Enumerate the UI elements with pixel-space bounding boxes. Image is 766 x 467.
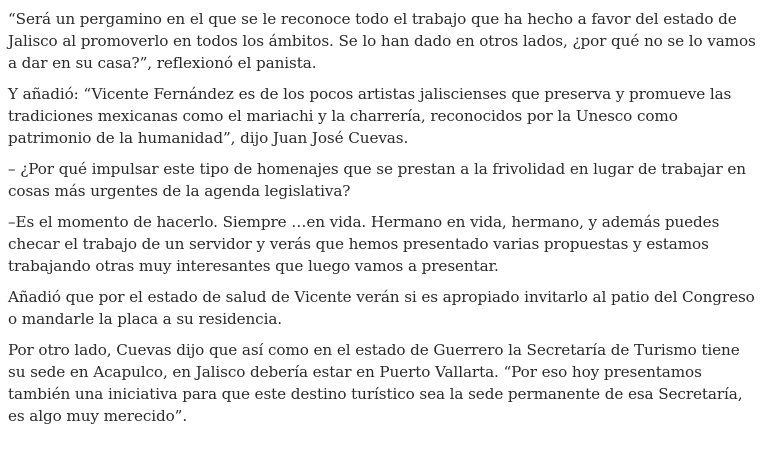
article-paragraph: Por otro lado, Cuevas dijo que así como en el estado de Guerrero la Secretaría de Turismo tiene su sede en Acapulco, en Jalisco debería estar en Puerto Vallarta. “Por eso hoy presentamos también una iniciativa para que este destino turístico sea la sede permanente de esa Secretaría, es algo muy merecido”. [8,341,743,425]
article-paragraph: – ¿Por qué impulsar este tipo de homenajes que se prestan a la frivolidad en lugar de trabajar en cosas más urgentes de la agenda legislativa? [8,160,746,200]
article-paragraph: “Será un pergamino en el que se le reconoce todo el trabajo que ha hecho a favor del estado de Jalisco al promoverlo en todos los ámbitos. Se lo han dado en otros lados, ¿por qué no se lo vamos a dar en su casa?”, reflexionó el panista. [8,10,756,72]
article-paragraph: Y añadió: “Vicente Fernández es de los pocos artistas jaliscienses que preserva y promueve las tradiciones mexicanas como el mariachi y la charrería, reconocidos por la Unesco como patrimonio de la humanidad”, dijo Juan José Cuevas. [8,85,732,147]
article-body [8,8,760,436]
article-paragraph: Añadió que por el estado de salud de Vicente verán si es apropiado invitarlo al patio del Congreso o mandarle la placa a su residencia. [8,288,755,328]
article-paragraph: –Es el momento de hacerlo. Siempre …en vida. Hermano en vida, hermano, y además puedes checar el trabajo de un servidor y verás que hemos presentado varias propuestas y estamos trabajando otras muy interesantes que luego vamos a presentar. [8,213,720,275]
